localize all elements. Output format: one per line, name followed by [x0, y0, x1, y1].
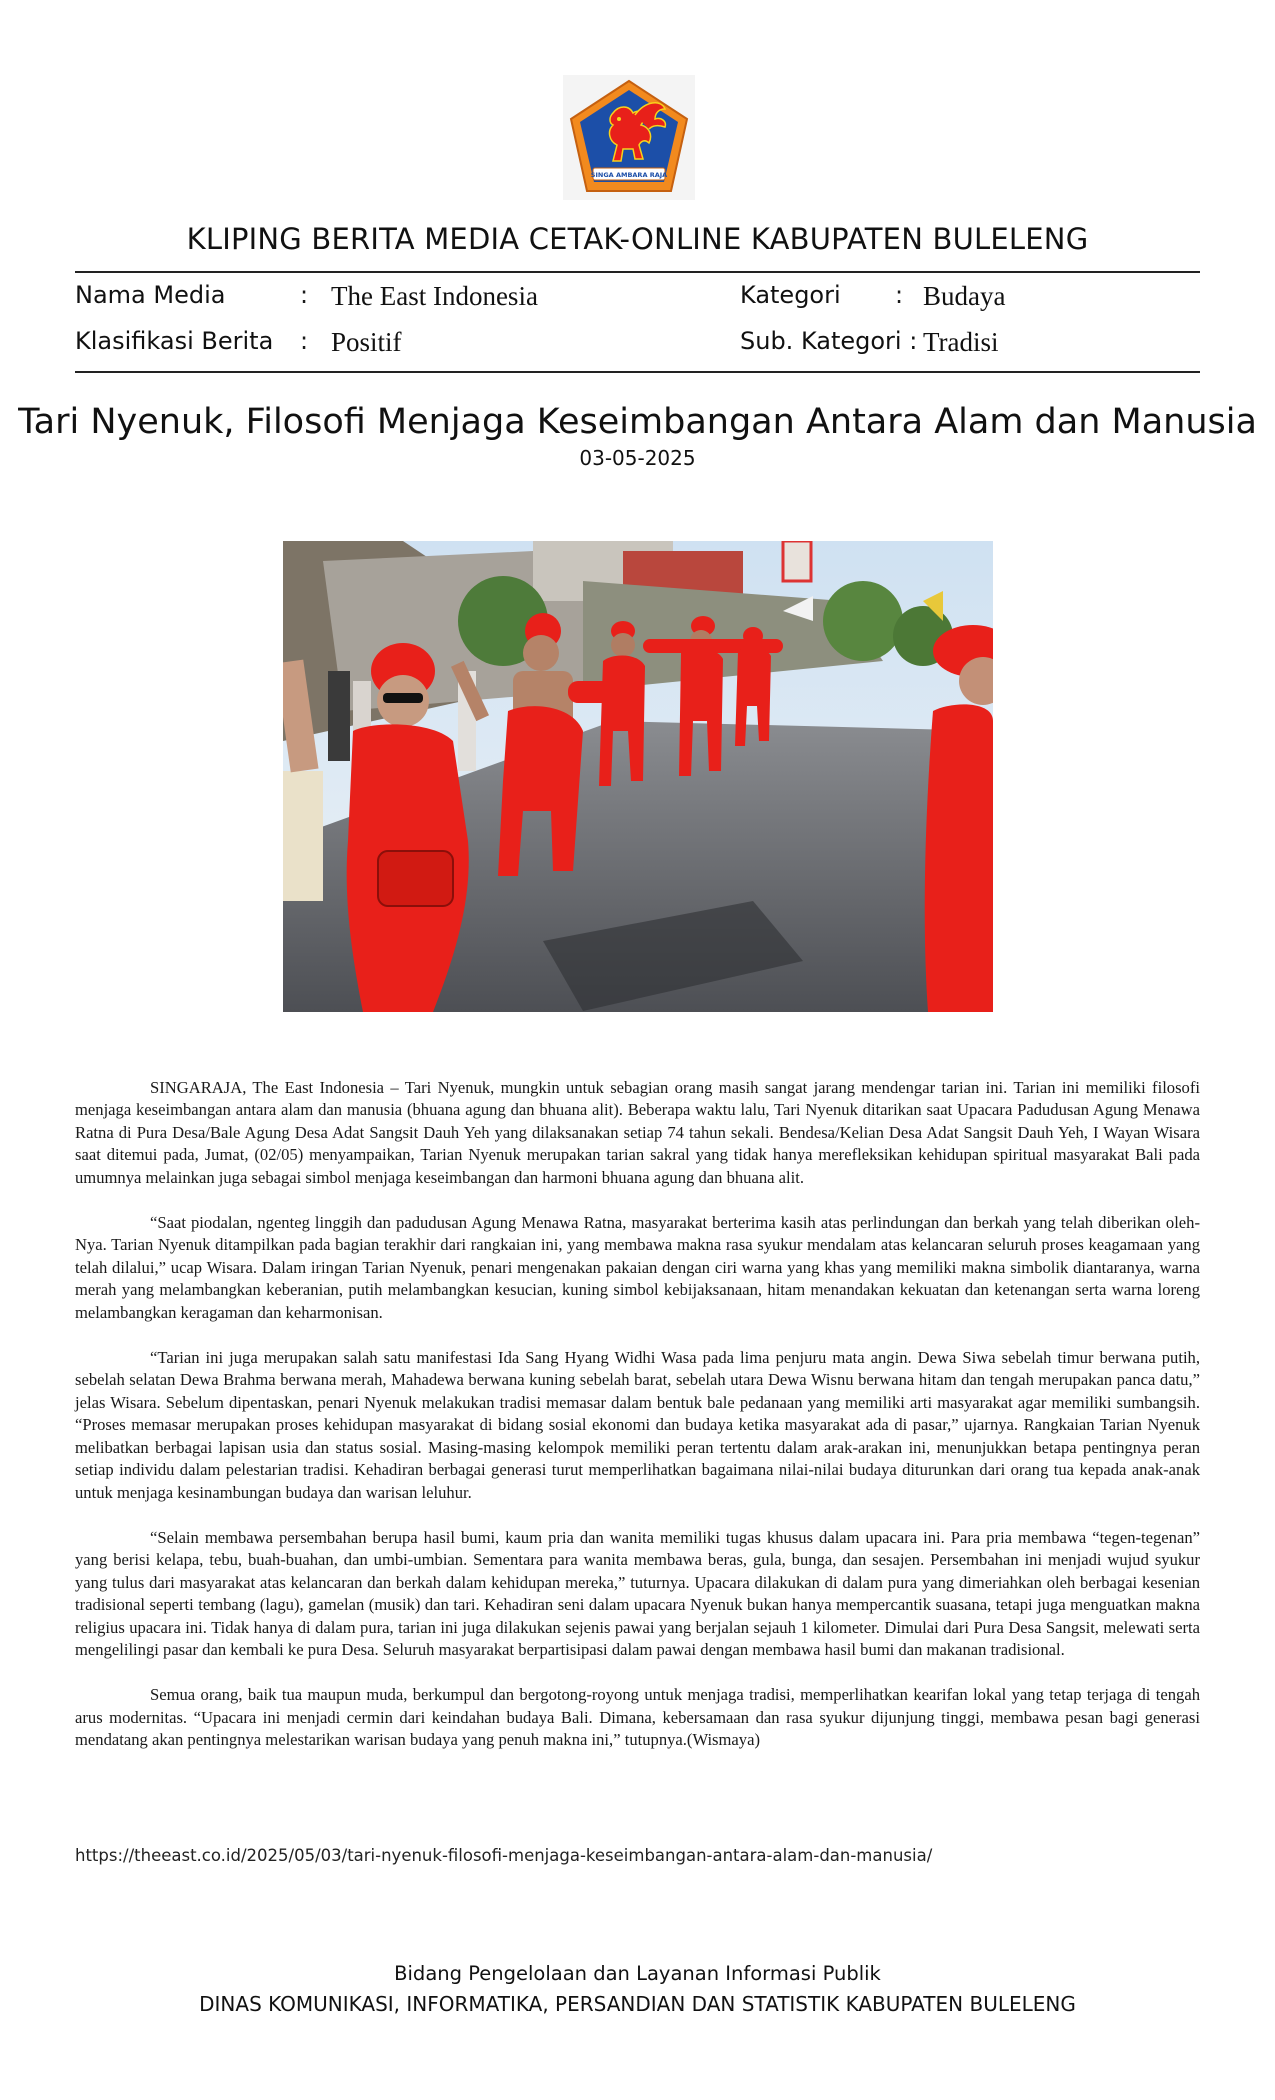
article-paragraph-3: “Tarian ini juga merupakan salah satu manifestasi Ida Sang Hyang Widhi Wasa pada lima penjuru mata angin. Dewa Siwa sebelah timur berwana putih, sebelah selatan Dewa Brahma berwana merah, Mahadewa berwana kuning sebelah barat, sebelah utara Dewa Wisnu berwana hitam dan tengah merupakan panca datu,” jelas Wisara. Sebelum dipentaskan, penari Nyenuk melakukan tradisi memasar dalam bentuk bale pedanaan yang memiliki arti masyarakat agar memiliki sumbangsih. “Proses memasar merupakan proses kehidupan masyarakat di bidang sosial ekonomi dan budaya ketika masyarakat ada di pasar,” ujarnya. Rangkaian Tarian Nyenuk melibatkan berbagai lapisan usia dan status sosial. Masing-masing kelompok memiliki peran tertentu dalam arak-arakan ini, menunjukkan betapa pentingnya peran setiap individu dalam pelestarian tradisi. Kehadiran berbagai generasi turut memperlihatkan bagaimana nilai-nilai budaya diturunkan dari orang tua kepada anak-anak untuk menjaga kesinambungan budaya dan warisan leluhur. [75, 1348, 1200, 1502]
category-label: Kategori [740, 281, 841, 309]
article-date: 03-05-2025 [579, 446, 696, 470]
media-name-value: The East Indonesia [331, 281, 538, 311]
classification-value: Positif [331, 327, 402, 357]
article-headline: Tari Nyenuk, Filosofi Menjaga Keseimbangan Antara Alam dan Manusia [18, 402, 1257, 442]
header-divider-top [75, 271, 1200, 273]
media-name-label: Nama Media [75, 281, 226, 309]
article-paragraph-5: Semua orang, baik tua maupun muda, berkumpul dan bergotong-royong untuk menjaga tradisi, memperlihatkan kearifan lokal yang tetap terjaga di tengah arus modernitas. “Upacara ini menjadi cermin dari keindahan budaya Bali. Dimana, kebersamaan dan rasa syukur dijunjung tinggi, membawa pesan bagi generasi mendatang akan pentingnya melestarikan warisan budaya yang penuh makna ini,” tutupnya.(Wismaya) [75, 1685, 1200, 1750]
classification-colon: : [300, 327, 309, 355]
article-paragraph-2: “Saat piodalan, ngenteg linggih dan padudusan Agung Menawa Ratna, masyarakat berterima kasih atas perlindungan dan berkah yang telah diberikan oleh-Nya. Tarian Nyenuk ditampilkan pada bagian terakhir dari rangkaian ini, yang membawa makna rasa syukur mendalam atas kelancaran seluruh proses keagamaan yang telah dilalui,” ucap Wisara. Dalam iringan Tarian Nyenuk, penari mengenakan pakaian dengan ciri warna yang khas yang memiliki makna simbolik diantaranya, warna merah yang melambangkan keberanian, putih melambangkan kesucian, kuning simbol kebijaksanaan, hitam menandakan kekuatan dan ketenangan serta warna loreng melambangkan keragaman dan keharmonisan. [75, 1213, 1200, 1322]
article-paragraph-4: “Selain membawa persembahan berupa hasil bumi, kaum pria dan wanita memiliki tugas khusus dalam upacara ini. Para pria membawa “tegen-tegenan” yang berisi kelapa, tebu, buah-buahan, dan umbi-umbian. Sementara para wanita membawa beras, gula, bunga, dan sesajen. Persembahan ini menjadi wujud syukur yang tulus dari masyarakat atas kelancaran dan berkah dalam kehidupan mereka,” tuturnya. Upacara dilakukan di dalam pura yang dimeriahkan oleh berbagai kesenian tradisional seperti tembang (lagu), gamelan (musik) dan tari. Kehadiran seni dalam upacara Nyenuk bukan hanya mempercantik suasana, tetapi juga menguatkan makna religius upacara ini. Tidak hanya di dalam pura, tarian ini juga dilakukan sejenis pawai yang berjalan sejauh 1 kilometer. Dimulai dari Pura Desa Sangsit, melewati serta mengelilingi pasar dan kembali ke pura Desa. Seluruh masyarakat berpartisipasi dalam pawai dengan membawa hasil bumi dan makanan tradisional. [75, 1527, 1200, 1659]
article-paragraph-1: SINGARAJA, The East Indonesia – Tari Nyenuk, mungkin untuk sebagian orang masih sangat jarang mendengar tarian ini. Tarian ini memiliki filosofi menjaga keseimbangan antara alam dan manusia (bhuana agung dan bhuana alit). Beberapa waktu lalu, Tari Nyenuk ditarikan saat Upacara Padudusan Agung Menawa Ratna di Pura Desa/Bale Agung Desa Adat Sangsit Dauh Yeh yang dilaksanakan setiap 74 tahun sekali. Bendesa/Kelian Desa Adat Sangsit Dauh Yeh, I Wayan Wisara saat ditemui pada, Jumat, (02/05) menyampaikan, Tarian Nyenuk merupakan tarian sakral yang tidak hanya merefleksikan kehidupan spiritual masyarakat Bali pada umumnya melainkan juga sebagai simbol menjaga keseimbangan dan harmoni bhuana agung dan bhuana alit. [75, 1078, 1200, 1187]
footer-department: DINAS KOMUNIKASI, INFORMATIKA, PERSANDIAN DAN STATISTIK KABUPATEN BULELENG [199, 1992, 1076, 2016]
category-colon: : [895, 281, 904, 309]
subcategory-value: Tradisi [923, 327, 999, 357]
article-photo [283, 541, 993, 1012]
singa-ambara-raja-emblem-icon [563, 75, 695, 200]
source-url-link[interactable]: https://theeast.co.id/2025/05/03/tari-nyenuk-filosofi-menjaga-keseimbangan-antara-alam-dan-manusia/ [75, 1846, 933, 1865]
document-title: KLIPING BERITA MEDIA CETAK-ONLINE KABUPATEN BULELENG [186, 222, 1089, 256]
article-body [75, 1077, 1200, 1775]
footer-division: Bidang Pengelolaan dan Layanan Informasi Publik [394, 1962, 881, 1985]
media-name-colon: : [300, 281, 309, 309]
logo-caption: SINGA AMBARA RAJA [590, 171, 668, 179]
classification-label: Klasifikasi Berita [75, 327, 274, 355]
subcategory-label: Sub. Kategori : [740, 327, 918, 355]
category-value: Budaya [923, 281, 1006, 311]
header-divider-bottom [75, 371, 1200, 373]
